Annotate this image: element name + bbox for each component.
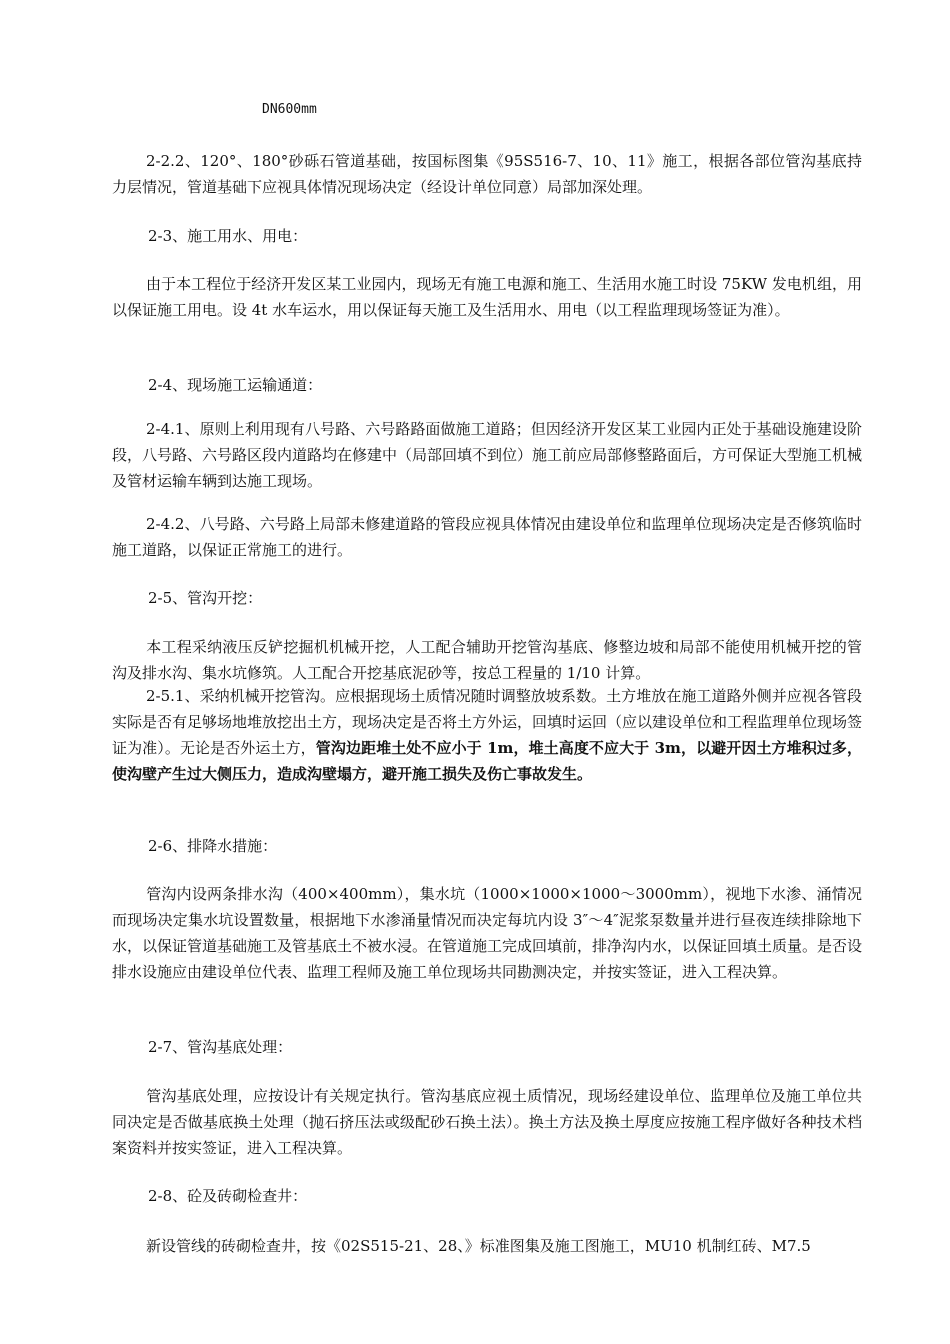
bold-warning: 管沟边距堆土处不应小于 1m，堆土高度不应大于 3m，以避开因土方堆积过多，使沟壁产生过大侧压力，造成沟壁塌方，避开施工损失及伤亡事故发生。 (112, 739, 862, 783)
heading-2-3: 2-3、施工用水、用电： (148, 227, 308, 245)
para-2-4-1: 2-4.1、原则上利用现有八号路、六号路路面做施工道路；但因经济开发区某工业园内正处于基础设施建设阶段，八号路、六号路区段内道路均在修建中（局部回填不到位）施工前应局部修整路面后，方可保证大型施工机械及管材运输车辆到达施工现场。 (112, 420, 863, 490)
para-2-8: 新设管线的砖砌检查井，按《02S515-21、28、》标准图集及施工图施工，MU10 机制红砖、M7.5 (146, 1237, 811, 1255)
para-2-2-2: 2-2.2、120°、180°砂砾石管道基础，按国标图集《95S516-7、10、11》施工，根据各部位管沟基底持力层情况，管道基础下应视具体情况现场决定（经设计单位同意）局部加深处理。 (112, 152, 862, 196)
heading-2-5: 2-5、管沟开挖： (148, 589, 263, 607)
heading-2-7: 2-7、管沟基底处理： (148, 1038, 293, 1056)
para-2-6: 管沟内设两条排水沟（400×400mm），集水坑（1000×1000×1000～3000mm），视地下水渗、涌情况而现场决定集水坑设置数量，根据地下水渗涌量情况而决定每坑内设 3″～4″泥浆泵数量并进行昼夜连续排除地下水，以保证管道基础施工及管基底土不被水浸。在管道施工完成回填前，排净沟内水，以保证回填土质量。是否设排水设施应由建设单位代表、监理工程师及施工单位现场共同勘测决定，并按实签证，进入工程决算。 (112, 885, 863, 981)
para-2-5: 本工程采纳液压反铲挖掘机机械开挖，人工配合辅助开挖管沟基底、修整边坡和局部不能使用机械开挖的管沟及排水沟、集水坑修筑。人工配合开挖基底泥砂等，按总工程量的 1/10 计算。 (112, 638, 862, 682)
heading-2-4: 2-4、现场施工运输通道： (148, 376, 323, 394)
para-2-5-1: 2-5.1、采纳机械开挖管沟。应根据现场土质情况随时调整放坡系数。土方堆放在施工道路外侧并应视各管段实际是否有足够场地堆放挖出土方，现场决定是否将土方外运，回填时运回（应以建设单位和工程监理单位现场签证为准）。无论是否外运土方，管沟边距堆土处不应小于 1m，堆土高度不应大于 3m，以避开因土方堆积过多，使沟壁产生过大侧压力，造成沟壁塌方，避开施工损失及伤亡事故发生。 (112, 687, 863, 783)
heading-2-6: 2-6、排降水措施： (148, 837, 278, 855)
dn-spec: DN600mm (262, 102, 317, 117)
para-2-3: 由于本工程位于经济开发区某工业园内，现场无有施工电源和施工、生活用水施工时设 75KW 发电机组，用以保证施工用电。设 4t 水车运水，用以保证每天施工及生活用水、用电（以工程监理现场签证为准）。 (112, 275, 862, 319)
para-2-4-2: 2-4.2、八号路、六号路上局部未修建道路的管段应视具体情况由建设单位和监理单位现场决定是否修筑临时施工道路，以保证正常施工的进行。 (112, 515, 862, 559)
para-2-7: 管沟基底处理，应按设计有关规定执行。管沟基底应视土质情况，现场经建设单位、监理单位及施工单位共同决定是否做基底换土处理（抛石挤压法或级配砂石换土法）。换土方法及换土厚度应按施工程序做好各种技术档案资料并按实签证，进入工程决算。 (112, 1087, 862, 1157)
heading-2-8: 2-8、砼及砖砌检查井： (148, 1187, 308, 1205)
